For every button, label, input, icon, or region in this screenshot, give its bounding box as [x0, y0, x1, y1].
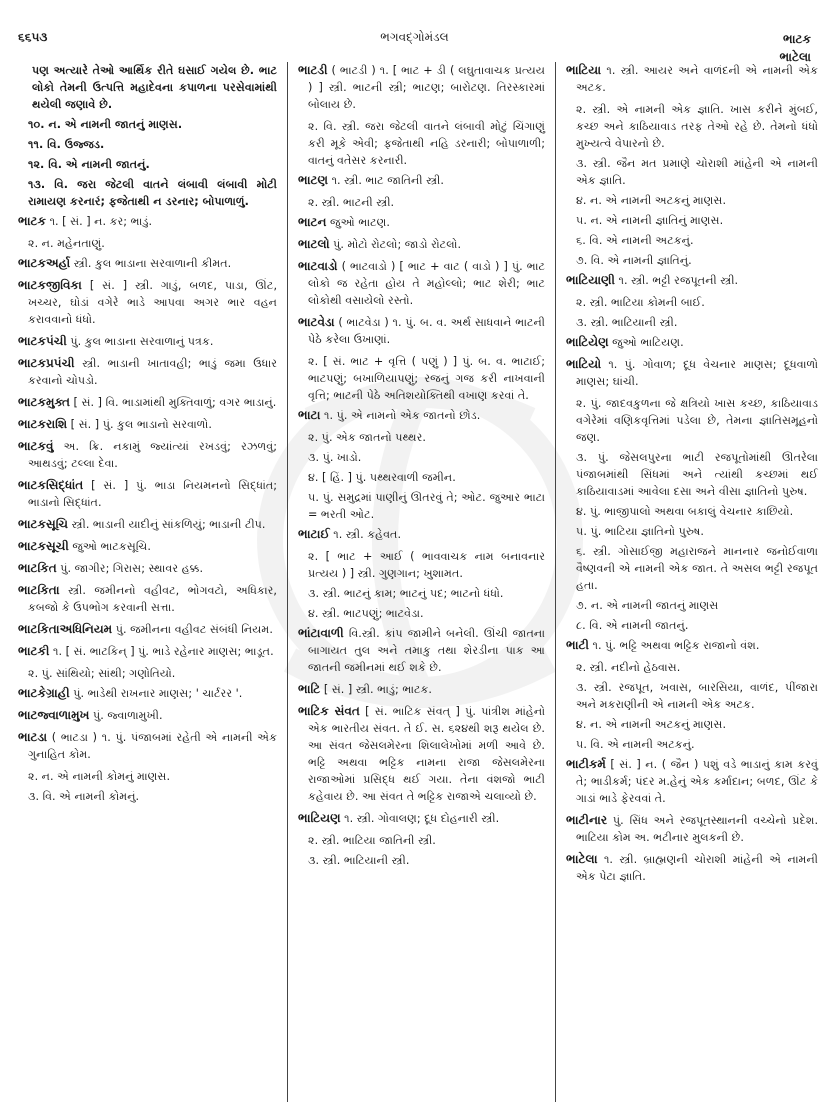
guide-words [779, 30, 811, 66]
sense: ૩. પું. જેસલપુરના ભાટી રજપૂતોમાંથી ઊતરેલા પંજાબમાંથી સિંધમાં અને ત્યાંથી કચ્છમાં થઈ કાઠિયાવાડમાં આવેલા દસા અને વીસા જ્ઞાતિનો પુરુષ. [576, 451, 818, 498]
definition: વિ.સ્ત્રી. કાંપ જામીને બનેલી. ઊંચી જાતના બાગાયત તુલ અને તમાકુ તથા શેરડીના પાક આ જાતની જમીનમાં થઈ શકે છે. [308, 627, 545, 674]
definition: અ. ક્રિ. નકામું જ્યાંત્યાં રખડવું; રઝળવું; આથડવું; ટલ્લા દેવા. [28, 440, 277, 470]
definition: સ્ત્રી. જમીનનો વહીવટ, ભોગવટો, અધિકાર, કબજો કે ઉપભોગ કરવાની સત્તા. [28, 584, 277, 614]
sense: ૫. પું. ભાટિયા જ્ઞાતિનો પુરુષ. [576, 525, 704, 538]
headword: ભાટલો [298, 237, 330, 251]
definition: ૧. [ સં. ] ન. કર; ભાડું. [49, 215, 153, 228]
headword: ભાટવાડો [298, 259, 338, 273]
dictionary-entry [18, 416, 277, 433]
definition: પું. ભાડેથી રાખનાર માણસ; ' ચાર્ટરર '. [73, 687, 243, 700]
headword: ભાટકરાશિ [18, 417, 68, 431]
headword: ભાટિયા [566, 63, 602, 77]
headword: ભાટકિતાઅધિનિયમ [18, 622, 113, 636]
dictionary-entry [298, 314, 545, 348]
definition: સ્ત્રી. ભાડાની યાદીનું સાંકળિયું; ભાડાની ટીપ. [71, 518, 266, 531]
sense: ૭. ન. એ નામની જાતનું માણસ [576, 599, 719, 612]
sense: ૪. ન. એ નામની અટકનું માણસ. [576, 194, 727, 207]
entry-continuation-sense: ૧૧. વિ. ઉજ્જડ. [28, 138, 105, 151]
sense: ૪. ન. એ નામની અટકનું માણસ. [576, 718, 727, 731]
headword: ભાટન [298, 215, 327, 229]
headword: ભાટડા [18, 730, 48, 744]
definition: ૧. પું. ભટ્ટિ અથવા ભટ્ટિક રાજાનો વંશ. [592, 639, 760, 652]
dictionary-entry [566, 637, 818, 654]
headword: ભાટી [566, 638, 589, 652]
dictionary-entry [298, 214, 545, 231]
column-1 [18, 62, 288, 1102]
dictionary-entry [18, 355, 277, 389]
definition: [ સં. ] પું. ભાડા નિયમનનો સિદ્ધાંત; ભાડાનો સિદ્ધાંત. [28, 479, 278, 509]
dictionary-entry [298, 810, 545, 827]
definition: ( ભાટડા ) ૧. પું. પંજાબમાં રહેતી એ નામની એક ગુનાહિત કોમ. [28, 731, 277, 761]
sense: ૩. સ્ત્રી. ભાટનું કામ; ભાટનું પદ; ભાટનો ધંધો. [308, 587, 504, 600]
sense: ૩. વિ. એ નામની કોમનું. [28, 790, 140, 803]
definition: [ સં. ] પું. કુલ ભાડાનો સરવાળો. [70, 418, 212, 431]
dictionary-entry [18, 621, 277, 638]
headword: ભાટકિતા [18, 583, 60, 597]
dictionary-entry [298, 172, 545, 189]
headword: ભાટીકર્મ [566, 757, 606, 771]
dictionary-columns [18, 62, 818, 1102]
headword: ભાટકવું [18, 439, 54, 453]
headword: ભાટિક સંવત [298, 704, 360, 718]
page-number: ૬૬૫૩ [18, 30, 48, 44]
definition: જુઓ ભાટકસૂચિ. [72, 540, 151, 553]
definition: [ સં. ] સ્ત્રી. ગાડું, બળદ, પાડા, ઊંટ, ખચ્ચર, ઘોડાં વગેરે ભાડે આપવા અગર ભાર વહન કરાવવાનો ધંધો. [28, 279, 277, 326]
entry-continuation-sense: ૧૩. વિ. જરા જેટલી વાતને લંબાવી લંબાવી મોટી રામાયણ કરનારં; ફજેતાથી ન ડરનાર; બોપાળાળું. [28, 178, 277, 208]
headword: ભાટિયાણી [566, 273, 615, 287]
definition: [ સં. ] સ્ત્રી. ભાડું; ભાટક. [323, 683, 432, 696]
dictionary-entry [18, 477, 277, 511]
headword: ભાટકપંચી [18, 334, 67, 348]
definition: ૧. [ સં. ભાટકિન્ ] પું. ભાડે રહેનાર માણસ; ભાડૂત. [53, 645, 274, 658]
dictionary-entry [18, 643, 277, 660]
definition: ૧. પું. ગોવાળ; દૂધ વેચનાર માણસ; દૂધવાળો માણસ; ઘાંચી. [576, 358, 818, 388]
headword: ભાટકજીવિકા [18, 278, 82, 292]
definition: પું. જાગીર; ગિરાસ; સ્થાવર હક્ક. [60, 562, 204, 575]
definition: સ્ત્રી. કુલ ભાડાના સરવાળાની કીમત. [73, 257, 232, 270]
dictionary-entry [566, 272, 818, 289]
headword: ભાટડી [298, 63, 328, 77]
dictionary-entry [18, 707, 277, 724]
dictionary-entry [298, 526, 545, 543]
sense: ૫. પું. સમુદ્રમાં પાણીનું ઊતરવું તે; ઓટ. જુઆર ભાટા = ભરતી ઓટ. [308, 491, 545, 521]
dictionary-entry [566, 62, 818, 96]
sense: ૬. સ્ત્રી. ગોસાઈજી મહારાજને માનનાર જનોઈવાળા વૈષ્ણવની એ નામની એક જાત. તે અસલ ભટ્ટી રજપૂત હતા. [576, 545, 818, 592]
headword: ભાટકિત [18, 561, 57, 575]
sense: ૨. ન. મહેનતાણું. [28, 237, 105, 250]
definition: [ સં. ] વિ. ભાડામાંથી મુક્તિવાળું; વગર ભાડાનું. [73, 396, 277, 409]
sense: ૩. સ્ત્રી. રજપૂત, ખવાસ, બારસિયા, વાળંદ, પીંજારા અને મકરાણીની એ નામની એક અટક. [576, 681, 818, 711]
sense: ૮. વિ. એ નામની જાતનું. [576, 619, 689, 632]
sense: ૨. સ્ત્રી. ભાટની સ્ત્રી. [308, 196, 395, 209]
headword: ભાટીનાર [566, 813, 608, 827]
definition: જુઓ ભાટણ. [330, 216, 390, 229]
sense: ૨. સ્ત્રી. ભાટિયા કોમની બાઈ. [576, 296, 705, 309]
dictionary-entry [18, 582, 277, 616]
entry-continuation-sense: ૧૦. ન. એ નામની જાતનું માણસ. [28, 118, 183, 131]
headword: ભાટજ્વાળામુખ [18, 708, 90, 722]
dictionary-entry [18, 729, 277, 763]
sense: ૨. [ ભાટ + આઈ ( ભાવવાચક નામ બનાવનાર પ્રત્યય ) ] સ્ત્રી. ગુણગાન; ખુશામત. [308, 550, 545, 580]
definition: જુઓ ભાટિયણ. [612, 336, 684, 349]
dictionary-entry [18, 538, 277, 555]
definition: પું. જમીનના વહીવટ સંબંધી નિયમ. [115, 623, 273, 636]
dictionary-entry [18, 255, 277, 272]
dictionary-entry [18, 438, 277, 472]
definition: [ સં. ] ન. ( જૈન ) પશું વડે ભાડાનું કામ કરવું તે; ભાડીકર્મ; પંદર મ.હેનું એક કર્માદાન; બળદ, ઊંટ કે ગાડાં ભાડે ફેરવવાં તે. [576, 758, 818, 805]
headword: ભાટકપ્રપંચી [18, 356, 75, 370]
sense: ૩. સ્ત્રી. ભાટિયાની સ્ત્રી. [576, 316, 678, 329]
dictionary-entry [298, 62, 545, 113]
entry-continuation-sense: ૧૨. વિ. એ નામની જાતનું. [28, 158, 150, 171]
sense: ૨. સ્ત્રી. એ નામની એક જ્ઞાતિ. ખાસ કરીને મુંબઈ, કચ્છ અને કાઠિયાવાડ તરફ તેઓ રહે છે. તેમનો ધંધો મુખ્યત્વે વેપારનો છે. [576, 103, 818, 150]
guide-word-first: ભાટક [783, 32, 811, 46]
definition: પું. સિંધ અને રજપૂતસ્થાનની વચ્ચેનો પ્રદેશ. ભાટિયા કોમ અ. ભટીનાર મુલકની છે. [576, 814, 819, 844]
dictionary-entry [298, 681, 545, 698]
headword: ભાટવેડા [298, 315, 335, 329]
sense: ૩. પું. ખાડો. [308, 451, 362, 464]
definition: ૧. પું. એ નામનો એક જાતનો છોડ. [324, 409, 481, 422]
headword: ભાંટાવાળી [298, 626, 344, 640]
sense: ૨. સ્ત્રી. નદીનો હેઠવાસ. [576, 661, 681, 674]
dictionary-entry [566, 356, 818, 390]
book-title: ભગવદ્ગોમંડલ [380, 30, 449, 44]
column-2 [288, 62, 556, 1102]
headword: ભાટાઈ [298, 527, 330, 541]
headword: ભાટકસૂચિ [18, 517, 69, 531]
dictionary-entry [298, 625, 545, 676]
headword: ભાટિયો [566, 357, 602, 371]
headword: ભાટિ [298, 682, 321, 696]
sense: ૫. ન. એ નામની જ્ઞાતિનું માણસ. [576, 214, 724, 227]
definition: પું. જ્વાળામુખી. [93, 709, 163, 722]
definition: ( ભાટવેડા ) ૧. પું. બ. વ. અર્થ સાધવાને ભાટની પેઠે કરેલા ઉખાણાં. [308, 316, 545, 346]
dictionary-entry [18, 213, 277, 230]
headword: ભાટકી [18, 644, 50, 658]
definition: પું. કુલ ભાડાના સરવાળાનું પત્રક. [70, 335, 214, 348]
headword: ભાટકસિદ્ધાંત [18, 478, 84, 492]
dictionary-entry [298, 703, 545, 805]
sense: ૩. સ્ત્રી. જૈન મત પ્રમાણે ચોરાશી માંહેની એ નામની એક જ્ઞાતિ. [576, 157, 818, 187]
definition: ૧. સ્ત્રી. કહેવત. [333, 528, 402, 541]
page-header [18, 30, 811, 64]
headword: ભાટણ [298, 173, 328, 187]
headword: ભાટકઅર્હા [18, 256, 71, 270]
headword: ભાટા [298, 408, 321, 422]
sense: ૫. વિ. એ નામની અટકનું. [576, 738, 695, 751]
headword: ભાટિયેણ [566, 335, 609, 349]
dictionary-entry [566, 334, 818, 351]
headword: ભાટિયણ [298, 811, 341, 825]
definition: ( ભાટવાડો ) [ ભાટ + વાટ ( વાડો ) ] પું. ભાટ લોકો જ રહેતા હોય તે મહોલ્લો; ભાટ શેરી; ભાટ લોકોથી વસાયેલો રસ્તો. [308, 260, 545, 307]
definition: ( ભાટડી ) ૧. [ ભાટ + ડી ( લઘુતાવાચક પ્રત્યય ) ] સ્ત્રી. ભાટની સ્ત્રી; ભાટણ; બારોટણ. તિરસ્કારમાં બોલાય છે. [308, 64, 545, 111]
headword: ભાટકસૂચી [18, 539, 69, 553]
definition: ૧. સ્ત્રી. ગોવાલણ; દૂધ દોહનારી સ્ત્રી. [344, 812, 500, 825]
sense: ૨. [ સં. ભાટ + વૃત્તિ ( પણું ) ] પું. બ. વ. ભાટાઈ; ભાટપણું; બખાળિયાપણું; રજનું ગજ કરી નાખવાની વૃત્તિ; ભાટની પેઠે અતિશયોક્તિથી વખાણ કરવાં તે. [308, 355, 545, 402]
sense: ૨. ન. એ નામની કોમનું માણસ. [28, 770, 171, 783]
dictionary-entry [18, 394, 277, 411]
dictionary-entry [298, 236, 545, 253]
definition: પું. મોટો રોટલો; જાડો રોટલો. [333, 238, 462, 251]
sense: ૬. વિ. એ નામની અટકનું. [576, 234, 694, 247]
entry-continuation-sense: પણ અત્યારે તેઓ આર્થિક રીતે ઘસાઈ ગયેલ છે. ભાટ લોકો તેમની ઉત્પત્તિ મહાદેવના કપાળના પરસેવામાંથી થયેલી જણાવે છે. [32, 64, 277, 111]
dictionary-entry [298, 258, 545, 309]
sense: ૩. સ્ત્રી. ભાટિયાની સ્ત્રી. [308, 854, 410, 867]
definition: સ્ત્રી. ભાડાની ખાતાવહી; ભાડું જમા ઉધાર કરવાનો ચોપડો. [28, 357, 278, 387]
dictionary-entry [566, 756, 818, 807]
headword: ભાટેલા [566, 852, 598, 866]
column-3 [556, 62, 818, 1102]
sense: ૭. વિ. એ નામની જ્ઞાતિનું. [576, 254, 692, 267]
definition: ૧. સ્ત્રી. બ્રાહ્મણની ચોરાશી માંહેની એ નામની એક પેટા જ્ઞાતિ. [576, 853, 818, 883]
definition: ૧. સ્ત્રી. ભાટ જાતિની સ્ત્રી. [331, 174, 444, 187]
headword: ભાટક [18, 214, 46, 228]
dictionary-entry [18, 516, 277, 533]
sense: ૪. [ હિં. ] પું. પથ્થરવાળી જમીન. [308, 471, 456, 484]
sense: ૪. પું. ભાજીપાલો અથવા બકાલું વેચનાર કાછિયો. [576, 505, 794, 518]
sense: ૨. વિ. સ્ત્રી. જરા જેટલી વાતને લંબાવી મોટું ચિંગાણું કરી મૂકે એવી; ફજેતાથી નહિ ડરનારી; બોપાળાળી; વાતનું વતેસર કરનારી. [308, 120, 545, 167]
definition: [ સં. ભાટિક સંવત્ ] પું. પાંત્રીશ માંહેનો એક ભારતીય સંવત. તે ઈ. સ. ૬૨૪થી શરૂ થયેલ છે. આ સંવત જેસલમેરના શિલાલેખોમાં મળી આવે છે. ભટ્ટિ અથવા ભટ્ટિક નામના રાજા જેસલમેરના રાજાઓમાં પ્રસિદ્ધ થઈ ગયા. તેના વંશજો ભાટી કહેવાય છે. આ સંવત તે ભટ્ટિક રાજાએ ચલાવ્યો છે. [308, 705, 545, 803]
sense: ૨. પું. એક જાતનો પથ્થર. [308, 431, 426, 444]
sense: ૨. સ્ત્રી. ભાટિયા જાતિની સ્ત્રી. [308, 834, 436, 847]
dictionary-entry [298, 407, 545, 424]
sense: ૨. પું. સાંથિયો; સાંથી; ગણોતિયો. [28, 667, 176, 680]
dictionary-entry [566, 812, 818, 846]
dictionary-entry [18, 560, 277, 577]
definition: ૧. સ્ત્રી. આયર અને વાળંદની એ નામની એક અટક. [576, 64, 818, 94]
sense: ૪. સ્ત્રી. ભાટપણું; ભાટવેડા. [308, 607, 424, 620]
dictionary-entry [566, 851, 818, 885]
dictionary-entry [18, 333, 277, 350]
sense: ૨. પું. જાદવકુળના જે ક્ષત્રિયો ખાસ કચ્છ, કાઠિયાવાડ વગેરેમાં વણિકવૃત્તિમાં પડેલા છે, તેમના જ્ઞાતિસમૂહનો જણ. [576, 397, 818, 444]
dictionary-entry [18, 277, 277, 328]
dictionary-entry [18, 685, 277, 702]
headword: ભાટકેગ્રાહી [18, 686, 70, 700]
headword: ભાટકમુક્ત [18, 395, 70, 409]
guide-word-last: ભાટેલા [779, 50, 811, 64]
definition: ૧. સ્ત્રી. ભટ્ટી રજપૂતની સ્ત્રી. [618, 274, 739, 287]
